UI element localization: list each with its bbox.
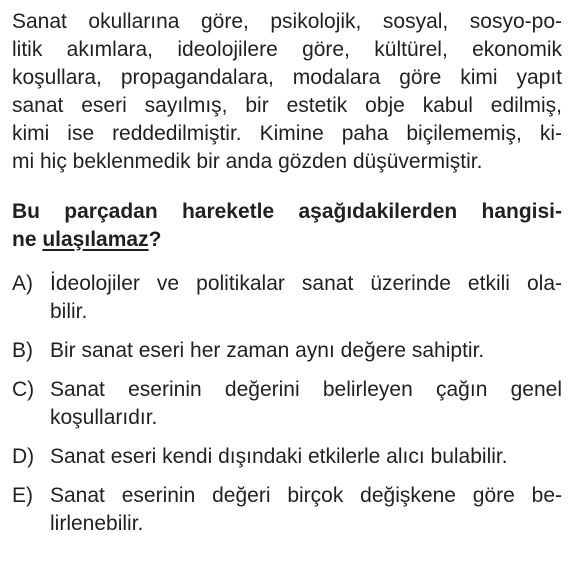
option-d[interactable] xyxy=(12,443,562,471)
passage-line: sanat eseri sayılmış, bir estetik obje kabul edilmiş, xyxy=(12,94,562,117)
option-letter: C) xyxy=(12,378,35,401)
option-a[interactable] xyxy=(12,270,562,326)
option-text-line: lirlenebilir. xyxy=(50,512,144,535)
question-line xyxy=(12,226,562,254)
option-letter: B) xyxy=(12,339,33,362)
passage-line: koşullara, propagandalara, modalara göre kimi yapıt xyxy=(12,66,562,89)
passage-text xyxy=(12,8,562,176)
option-text-line: koşullarıdır. xyxy=(50,406,158,429)
option-text-line: Sanat eserinin değerini belirleyen çağın genel xyxy=(50,378,562,401)
option-c[interactable] xyxy=(12,376,562,432)
passage-line: kimi ise reddedilmiştir. Kimine paha biçilememiş, ki- xyxy=(12,122,562,145)
option-letter: E) xyxy=(12,484,33,507)
option-text-line: İdeolojiler ve politikalar sanat üzerinde etkili ola- xyxy=(50,272,562,295)
option-text-line: Sanat eseri kendi dışındaki etkilerle alıcı bulabilir. xyxy=(50,445,508,468)
option-e[interactable] xyxy=(12,482,562,538)
option-letter: A) xyxy=(12,272,33,295)
question-suffix: ? xyxy=(148,228,162,251)
question-line: Bu parçadan hareketle aşağıdakilerden hangisi- xyxy=(12,200,562,223)
option-letter: D) xyxy=(12,445,35,468)
passage-line: litik akımlara, ideolojilere göre, kültürel, ekonomik xyxy=(12,38,562,61)
question-page xyxy=(12,8,562,549)
option-text-line: Bir sanat eseri her zaman aynı değere sahiptir. xyxy=(50,339,485,362)
question-emphasis: ulaşılamaz xyxy=(42,228,149,251)
option-b[interactable] xyxy=(12,337,562,365)
passage-line: Sanat okullarına göre, psikolojik, sosyal, sosyo-po- xyxy=(12,10,562,33)
option-text-line: Sanat eserinin değeri birçok değişkene göre be- xyxy=(50,484,562,507)
option-text-line: bilir. xyxy=(50,300,88,323)
question-prefix: ne xyxy=(12,228,43,251)
question-stem xyxy=(12,198,562,254)
passage-line: mi hiç beklenmedik bir anda gözden düşüvermiştir. xyxy=(12,150,483,173)
answer-options xyxy=(12,270,562,538)
